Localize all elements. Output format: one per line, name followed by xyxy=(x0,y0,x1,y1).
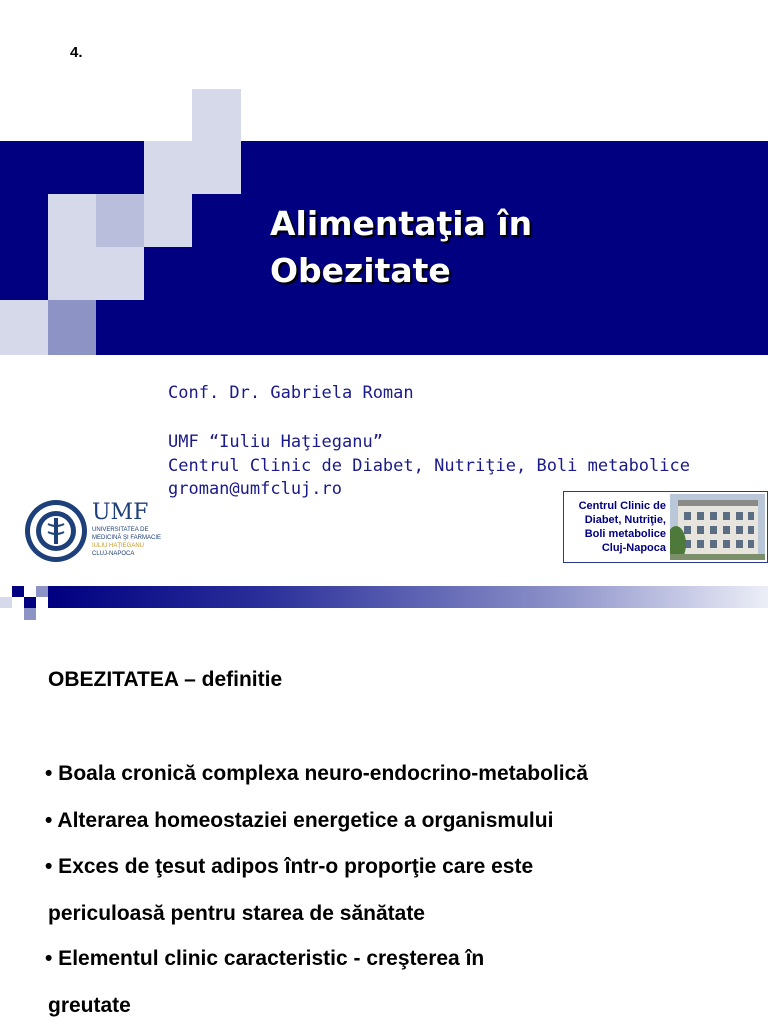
deco-square xyxy=(36,586,48,597)
deco-square xyxy=(48,194,96,247)
deco-square xyxy=(144,194,192,247)
bullet-line: • Alterarea homeostaziei energetice a organismului xyxy=(45,809,554,832)
clinic-logo xyxy=(563,491,768,563)
title-line-2: Obezitate xyxy=(270,251,451,290)
author-email: groman@umfcluj.ro xyxy=(168,479,342,499)
deco-square xyxy=(192,89,241,141)
author-name: Conf. Dr. Gabriela Roman xyxy=(168,383,414,403)
institution-name: UMF “Iuliu Haţieganu” xyxy=(168,432,383,452)
deco-square xyxy=(24,608,36,620)
deco-square xyxy=(192,141,241,194)
clinic-line: Diabet, Nutriţie, xyxy=(584,514,666,526)
deco-square xyxy=(0,300,48,355)
building-photo-icon xyxy=(670,494,765,560)
definition-heading: OBEZITATEA – definitie xyxy=(48,668,283,691)
umf-acronym: UMF xyxy=(92,500,149,525)
clinic-logo-text xyxy=(568,499,666,555)
clinic-line: Boli metabolice xyxy=(584,528,666,540)
deco-square xyxy=(12,586,24,597)
bullet-line: • Exces de ţesut adipos într-o proporţie care este xyxy=(45,855,534,878)
title-line-1: Alimentaţia în xyxy=(270,204,533,243)
clinic-line: Centrul Clinic de xyxy=(578,500,666,512)
deco-square xyxy=(48,300,96,355)
umf-line: CLUJ-NAPOCA xyxy=(92,551,135,557)
slide-title xyxy=(270,200,750,294)
deco-square xyxy=(24,597,36,608)
clinic-line: Cluj-Napoca xyxy=(601,542,666,554)
deco-square xyxy=(144,141,192,194)
deco-square xyxy=(96,247,144,300)
bullet-line: • Elementul clinic caracteristic - creşterea în xyxy=(45,947,485,970)
deco-square xyxy=(48,247,96,300)
bullet-line: greutate xyxy=(48,994,131,1017)
deco-square xyxy=(0,597,12,608)
umf-line: MEDICINĂ ŞI FARMACIE xyxy=(92,535,162,541)
umf-lines xyxy=(92,526,161,558)
center-name: Centrul Clinic de Diabet, Nutriţie, Boli metabolice xyxy=(168,456,690,476)
gradient-bar xyxy=(48,586,768,608)
deco-square xyxy=(96,194,144,247)
bullet-line: • Boala cronică complexa neuro-endocrino-metabolică xyxy=(45,762,588,785)
umf-line: IULIU HAŢIEGANU xyxy=(92,543,145,549)
slide-number: 4. xyxy=(70,44,83,61)
umf-logo xyxy=(24,498,164,564)
bullet-line: periculoasă pentru starea de sănătate xyxy=(48,902,425,925)
umf-line: UNIVERSITATEA DE xyxy=(92,527,149,533)
